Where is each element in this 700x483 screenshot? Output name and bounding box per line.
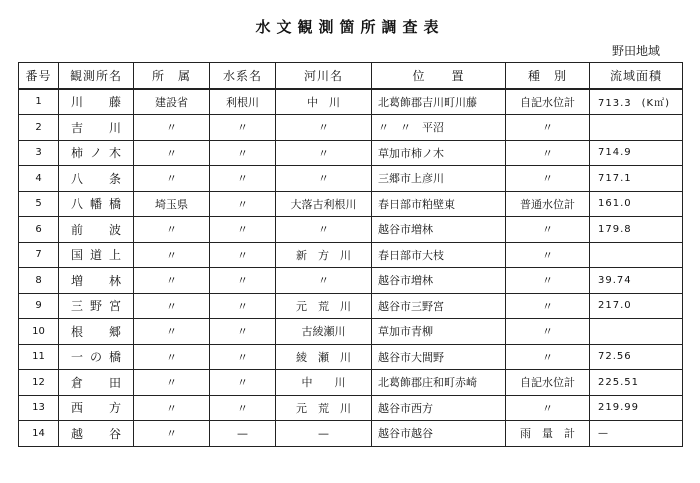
cell-basin-area: 717.1	[590, 166, 683, 192]
cell-number: 5	[19, 191, 59, 217]
cell-affiliation: 〃	[134, 344, 210, 370]
cell-affiliation: 〃	[134, 370, 210, 396]
observation-table	[18, 62, 683, 447]
cell-number: 9	[19, 293, 59, 319]
cell-basin-area	[590, 115, 683, 141]
cell-number: 12	[19, 370, 59, 396]
cell-basin-area: 714.9	[590, 140, 683, 166]
cell-type: 〃	[506, 242, 590, 268]
table-row	[19, 319, 683, 345]
cell-river-name: 新 方 川	[276, 242, 372, 268]
cell-type: 〃	[506, 395, 590, 421]
cell-basin-area: 219.99	[590, 395, 683, 421]
cell-river-name: —	[276, 421, 372, 447]
cell-type: 自記水位計	[506, 370, 590, 396]
cell-station-name: 越 谷	[59, 421, 134, 447]
table-row	[19, 370, 683, 396]
cell-number: 7	[19, 242, 59, 268]
cell-station-name: 八 条	[59, 166, 134, 192]
cell-basin-area: 39.74	[590, 268, 683, 294]
cell-type: 〃	[506, 268, 590, 294]
cell-station-name: 一の橋	[59, 344, 134, 370]
cell-river-name: 中 川	[276, 370, 372, 396]
cell-station-name: 増 林	[59, 268, 134, 294]
table-row	[19, 191, 683, 217]
cell-affiliation: 〃	[134, 395, 210, 421]
cell-number: 11	[19, 344, 59, 370]
cell-number: 14	[19, 421, 59, 447]
cell-river-name: 中 川	[276, 89, 372, 115]
table-row	[19, 421, 683, 447]
cell-location: 越谷市大間野	[372, 344, 506, 370]
cell-number: 13	[19, 395, 59, 421]
cell-affiliation: 〃	[134, 217, 210, 243]
cell-water-system: 〃	[210, 370, 276, 396]
cell-type: 普通水位計	[506, 191, 590, 217]
cell-river-name: 古綾瀬川	[276, 319, 372, 345]
cell-type: 雨 量 計	[506, 421, 590, 447]
table-row	[19, 115, 683, 141]
cell-station-name: 倉 田	[59, 370, 134, 396]
cell-station-name: 西 方	[59, 395, 134, 421]
cell-river-name: 綾 瀬 川	[276, 344, 372, 370]
cell-water-system: 〃	[210, 242, 276, 268]
cell-number: 3	[19, 140, 59, 166]
cell-station-name: 根 郷	[59, 319, 134, 345]
cell-water-system: 〃	[210, 115, 276, 141]
header-row	[19, 63, 683, 89]
cell-affiliation: 埼玉県	[134, 191, 210, 217]
cell-water-system: 〃	[210, 344, 276, 370]
cell-number: 10	[19, 319, 59, 345]
table-row	[19, 268, 683, 294]
cell-location: 北葛飾郡庄和町赤崎	[372, 370, 506, 396]
cell-station-name: 三野宮	[59, 293, 134, 319]
cell-station-name: 柿ノ木	[59, 140, 134, 166]
cell-river-name: 〃	[276, 268, 372, 294]
table-row	[19, 395, 683, 421]
area-unit-label: (K㎡)	[641, 98, 671, 110]
cell-number: 1	[19, 89, 59, 115]
cell-type: 〃	[506, 166, 590, 192]
cell-location: 北葛飾郡吉川町川藤	[372, 89, 506, 115]
header-type: 種 別	[506, 63, 590, 89]
cell-affiliation: 〃	[134, 268, 210, 294]
table-row	[19, 217, 683, 243]
cell-water-system: 〃	[210, 191, 276, 217]
cell-type: 〃	[506, 140, 590, 166]
cell-location: 草加市柿ノ木	[372, 140, 506, 166]
cell-basin-area: 225.51	[590, 370, 683, 396]
cell-basin-area: 179.8	[590, 217, 683, 243]
table-row	[19, 293, 683, 319]
header-basin-area: 流域面積	[590, 63, 683, 89]
cell-number: 6	[19, 217, 59, 243]
cell-location: 春日部市大枝	[372, 242, 506, 268]
cell-water-system: 〃	[210, 395, 276, 421]
cell-type: 〃	[506, 217, 590, 243]
cell-type: 〃	[506, 319, 590, 345]
cell-water-system: 〃	[210, 217, 276, 243]
cell-location: 草加市青柳	[372, 319, 506, 345]
cell-location: 春日部市粕壁東	[372, 191, 506, 217]
cell-water-system: 〃	[210, 319, 276, 345]
cell-location: 越谷市増林	[372, 217, 506, 243]
cell-basin-area: 217.0	[590, 293, 683, 319]
cell-affiliation: 〃	[134, 140, 210, 166]
cell-water-system: 〃	[210, 166, 276, 192]
cell-affiliation: 〃	[134, 319, 210, 345]
cell-water-system: —	[210, 421, 276, 447]
cell-affiliation: 〃	[134, 242, 210, 268]
header-location: 位 置	[372, 63, 506, 89]
table-body	[19, 89, 683, 447]
header-river-name: 河川名	[276, 63, 372, 89]
cell-river-name: 〃	[276, 115, 372, 141]
cell-number: 8	[19, 268, 59, 294]
cell-river-name: 〃	[276, 217, 372, 243]
table-row	[19, 166, 683, 192]
cell-affiliation: 〃	[134, 115, 210, 141]
cell-location: 越谷市三野宮	[372, 293, 506, 319]
table-row	[19, 242, 683, 268]
table-row	[19, 140, 683, 166]
cell-station-name: 前 波	[59, 217, 134, 243]
page-title: 水文観測箇所調査表	[255, 18, 445, 36]
cell-river-name: 元 荒 川	[276, 395, 372, 421]
cell-water-system: 〃	[210, 268, 276, 294]
cell-basin-area: 161.0	[590, 191, 683, 217]
cell-type: 〃	[506, 344, 590, 370]
cell-location: 越谷市西方	[372, 395, 506, 421]
cell-station-name: 国道上	[59, 242, 134, 268]
cell-type: 〃	[506, 293, 590, 319]
cell-affiliation: 〃	[134, 166, 210, 192]
cell-affiliation: 建設省	[134, 89, 210, 115]
cell-basin-area	[590, 242, 683, 268]
cell-water-system: 利根川	[210, 89, 276, 115]
cell-water-system: 〃	[210, 293, 276, 319]
cell-water-system: 〃	[210, 140, 276, 166]
cell-location: 〃 〃 平沼	[372, 115, 506, 141]
header-number: 番号	[19, 63, 59, 89]
cell-basin-area	[590, 319, 683, 345]
header-water-system: 水系名	[210, 63, 276, 89]
area-value: 713.3	[598, 98, 632, 110]
cell-basin-area	[590, 89, 683, 115]
header-station-name: 観測所名	[59, 63, 134, 89]
cell-type: 〃	[506, 115, 590, 141]
cell-river-name: 〃	[276, 166, 372, 192]
cell-number: 2	[19, 115, 59, 141]
cell-station-name: 川 藤	[59, 89, 134, 115]
cell-type: 自記水位計	[506, 89, 590, 115]
cell-number: 4	[19, 166, 59, 192]
cell-station-name: 吉 川	[59, 115, 134, 141]
cell-location: 越谷市越谷	[372, 421, 506, 447]
cell-basin-area: —	[590, 421, 683, 447]
cell-location: 越谷市増林	[372, 268, 506, 294]
cell-location: 三郷市上彦川	[372, 166, 506, 192]
cell-affiliation: 〃	[134, 293, 210, 319]
table-row	[19, 344, 683, 370]
cell-river-name: 大落古利根川	[276, 191, 372, 217]
region-label: 野田地域	[611, 44, 660, 58]
header-affiliation: 所 属	[134, 63, 210, 89]
cell-river-name: 〃	[276, 140, 372, 166]
cell-station-name: 八幡橋	[59, 191, 134, 217]
cell-river-name: 元 荒 川	[276, 293, 372, 319]
table-row	[19, 89, 683, 115]
cell-basin-area: 72.56	[590, 344, 683, 370]
cell-affiliation: 〃	[134, 421, 210, 447]
